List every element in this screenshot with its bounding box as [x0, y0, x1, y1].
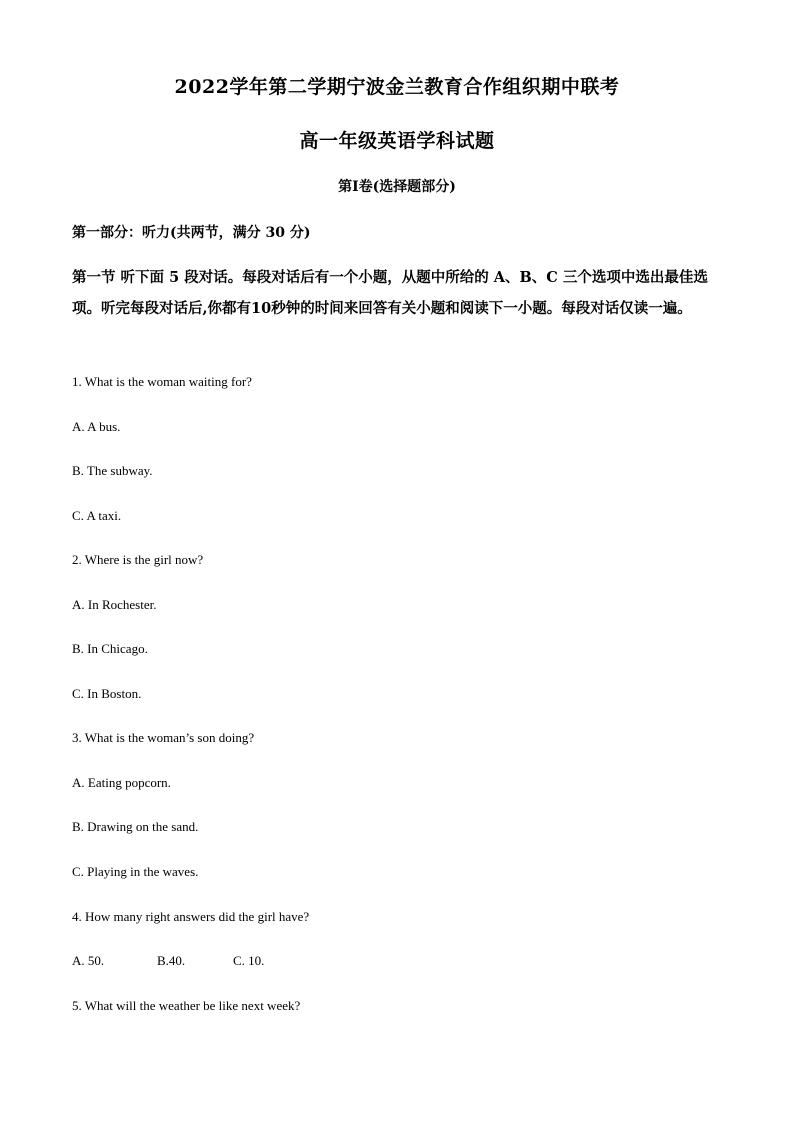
part-heading: 第一部分：听力(共两节，满分 30 分) [72, 225, 311, 241]
answer-option: C. Playing in the waves. [72, 864, 199, 879]
answer-option: C. In Boston. [72, 686, 142, 701]
exam-subtitle: 高一年级英语学科试题 [299, 130, 495, 152]
answer-option: C. A taxi. [72, 508, 122, 523]
answer-option: C. 10. [233, 953, 265, 968]
answer-option: B. Drawing on the sand. [72, 819, 199, 834]
question-stem: 4. How many right answers did the girl have? [72, 909, 310, 924]
exam-title: 2022学年第二学期宁波金兰教育合作组织期中联考 [174, 76, 620, 98]
answer-option: A. Eating popcorn. [72, 775, 171, 790]
answer-option: A. In Rochester. [72, 597, 157, 612]
answer-option: B.40. [157, 953, 186, 968]
question-stem: 2. Where is the girl now? [72, 552, 204, 567]
answer-option: B. The subway. [72, 463, 153, 478]
question-stem: 1. What is the woman waiting for? [72, 374, 252, 389]
question-stem: 3. What is the woman’s son doing? [72, 730, 255, 745]
section-title: 第Ⅰ卷(选择题部分) [338, 179, 456, 195]
answer-options-row [72, 953, 264, 969]
answer-option: A. 50. [72, 953, 105, 968]
question-stem: 5. What will the weather be like next week? [72, 998, 301, 1013]
answer-option: B. In Chicago. [72, 641, 148, 656]
answer-option: A. A bus. [72, 419, 121, 434]
instructions-paragraph: 第一节 听下面 5 段对话。每段对话后有一个小题，从题中所给的 A、B、C 三个选项中选出最佳选项。听完每段对话后,你都有10秒钟的时间来回答有关小题和阅读下一小题。每段对话仅读一遍。 [72, 269, 708, 317]
